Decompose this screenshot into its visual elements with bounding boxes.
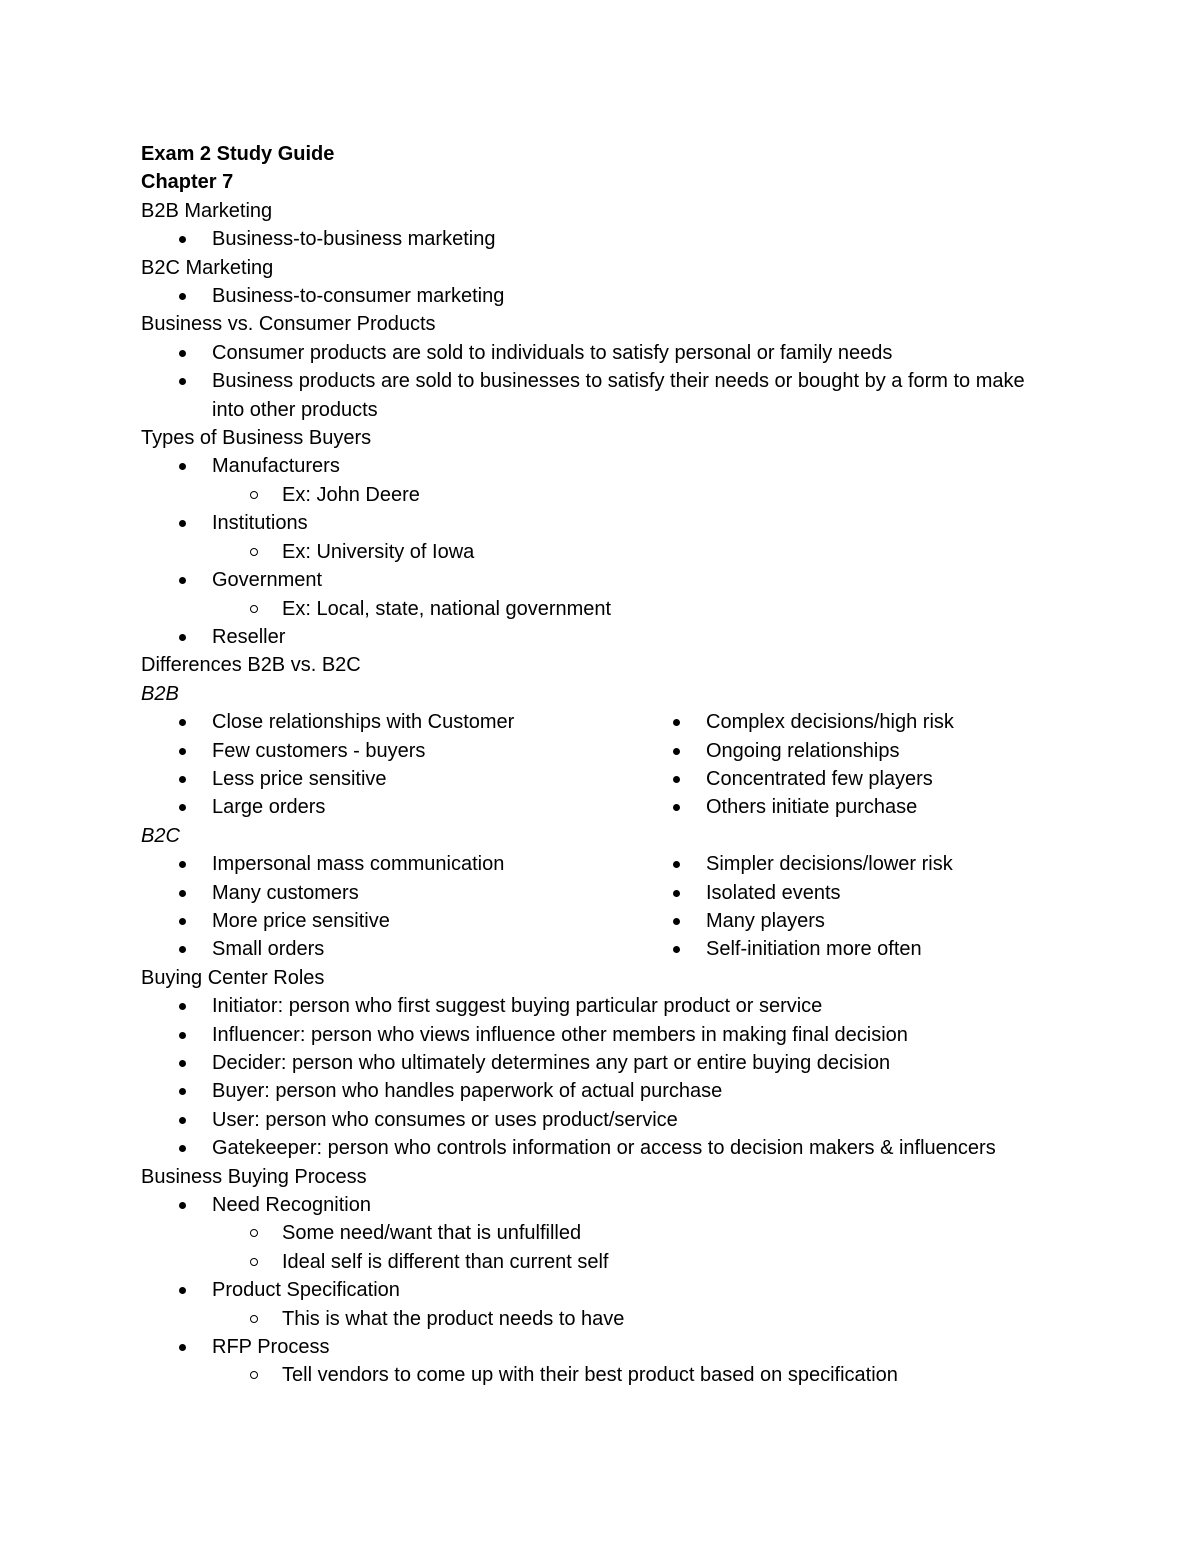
list-item: Impersonal mass communication — [141, 850, 635, 878]
list-item: Isolated events — [635, 879, 1091, 907]
list-item: Few customers - buyers — [141, 737, 635, 765]
sub-list-item: Ex: Local, state, national government — [141, 595, 1091, 623]
b2b-marketing-list — [141, 225, 1091, 253]
list-item: Complex decisions/high risk — [635, 708, 1091, 736]
sub-list-item: Ideal self is different than current self — [141, 1248, 1091, 1276]
b2b-columns — [141, 708, 1091, 822]
section-heading-buying-center: Buying Center Roles — [141, 966, 325, 989]
subheading-b2b: B2B — [141, 682, 179, 705]
list-item: Decider: person who ultimately determines any part or entire buying decision — [141, 1049, 1091, 1077]
list-item: Buyer: person who handles paperwork of actual purchase — [141, 1077, 1091, 1105]
chapter-heading: Chapter 7 — [141, 171, 234, 194]
sub-list-item: This is what the product needs to have — [141, 1305, 1091, 1333]
section-heading-types-of-buyers: Types of Business Buyers — [141, 427, 372, 450]
list-item: Many customers — [141, 879, 635, 907]
list-item: Self-initiation more often — [635, 935, 1091, 963]
list-item: Others initiate purchase — [635, 793, 1091, 821]
business-vs-consumer-list — [141, 339, 1091, 424]
list-item: Institutions — [141, 509, 1091, 537]
document-title: Exam 2 Study Guide — [141, 143, 335, 165]
section-heading-b2b-marketing: B2B Marketing — [141, 199, 273, 222]
list-item: More price sensitive — [141, 907, 635, 935]
sub-list-item: Ex: University of Iowa — [141, 538, 1091, 566]
sub-list-item: Some need/want that is unfulfilled — [141, 1219, 1091, 1247]
subheading-b2c: B2C — [141, 824, 180, 847]
section-heading-business-vs-consumer: Business vs. Consumer Products — [141, 313, 436, 336]
list-item: Product Specification — [141, 1276, 1091, 1304]
list-item: Business-to-business marketing — [141, 225, 1091, 253]
buying-center-list — [141, 992, 1091, 1162]
b2c-left-list — [141, 850, 635, 964]
b2c-marketing-list — [141, 282, 1091, 310]
b2b-right-list — [635, 708, 1091, 822]
list-item: Government — [141, 566, 1091, 594]
list-item: Need Recognition — [141, 1191, 1091, 1219]
sub-list-item: Ex: John Deere — [141, 481, 1091, 509]
list-item: Concentrated few players — [635, 765, 1091, 793]
list-item: Business-to-consumer marketing — [141, 282, 1091, 310]
list-item: Many players — [635, 907, 1091, 935]
list-item: Ongoing relationships — [635, 737, 1091, 765]
list-item: Close relationships with Customer — [141, 708, 635, 736]
section-heading-b2c-marketing: B2C Marketing — [141, 256, 274, 279]
buying-process-list — [141, 1191, 1091, 1390]
b2c-columns — [141, 850, 1091, 964]
list-item: RFP Process — [141, 1333, 1091, 1361]
document-page — [141, 140, 1091, 1390]
list-item: Business products are sold to businesses to satisfy their needs or bought by a form to make into other products — [141, 367, 1042, 424]
list-item: Manufacturers — [141, 452, 1091, 480]
list-item: Large orders — [141, 793, 635, 821]
list-item: Influencer: person who views influence other members in making final decision — [141, 1021, 1091, 1049]
list-item: Small orders — [141, 935, 635, 963]
b2c-right-list — [635, 850, 1091, 964]
b2b-left-list — [141, 708, 635, 822]
section-heading-differences: Differences B2B vs. B2C — [141, 654, 361, 677]
list-item: Reseller — [141, 623, 1091, 651]
list-item: Consumer products are sold to individuals to satisfy personal or family needs — [141, 339, 1091, 367]
list-item: Initiator: person who first suggest buying particular product or service — [141, 992, 1091, 1020]
list-item: Gatekeeper: person who controls information or access to decision makers & influencers — [141, 1134, 1091, 1162]
list-item: Simpler decisions/lower risk — [635, 850, 1091, 878]
section-heading-buying-process: Business Buying Process — [141, 1165, 367, 1188]
types-of-buyers-list — [141, 452, 1091, 651]
list-item: Less price sensitive — [141, 765, 635, 793]
sub-list-item: Tell vendors to come up with their best product based on specification — [141, 1361, 1091, 1389]
list-item: User: person who consumes or uses product/service — [141, 1106, 1091, 1134]
